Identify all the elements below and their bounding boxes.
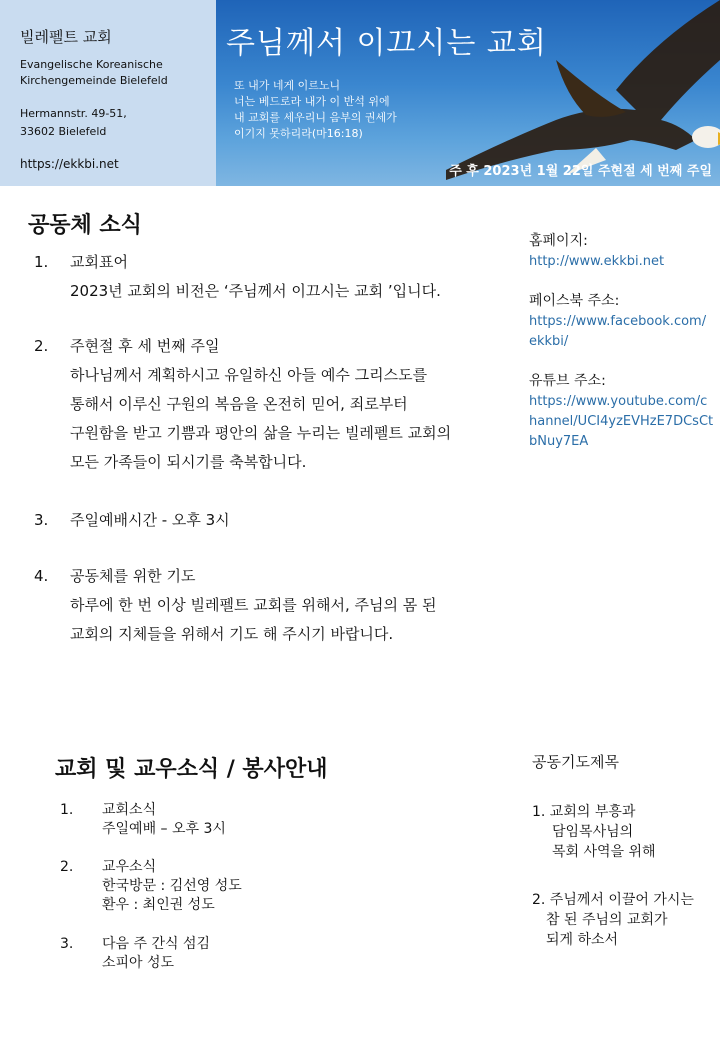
church-news-title: 교회 및 교우소식 / 봉사안내	[55, 757, 328, 782]
facebook-link[interactable]: https://www.facebook.com/ekkbi/	[529, 314, 707, 349]
prayer-topics	[532, 752, 717, 978]
banner	[216, 0, 720, 186]
homepage-label: 홈페이지:	[529, 233, 588, 249]
service-date: 주 후 2023년 1월 22일 주현절 세 번째 주일	[449, 164, 712, 179]
prayer-item-2: 2. 주님께서 이끌어 가시는 참 된 주님의 교회가 되게 하소서	[532, 892, 694, 948]
links-sidebar	[529, 230, 714, 470]
prayer-item-1: 1. 교회의 부흥과 담임목사님의 목회 사역을 위해	[532, 804, 656, 860]
church-subtitle: Evangelische Koreanische Kirchengemeinde Bielefeld	[20, 58, 168, 87]
youtube-link[interactable]: https://www.youtube.com/channel/UCI4yzEVHzE7DCsCtbNuy7EA	[529, 394, 714, 449]
header	[0, 0, 720, 186]
homepage-link[interactable]: http://www.ekkbi.net	[529, 254, 665, 269]
community-news-title: 공동체 소식	[28, 213, 142, 238]
church-name: 빌레펠트 교회	[20, 28, 112, 46]
church-info-panel	[0, 0, 216, 186]
bible-verse: 또 내가 네게 이르노니 너는 베드로라 내가 이 반석 위에 내 교회를 세우리니 음부의 권세가 이기지 못하리라(마16:18)	[234, 79, 397, 140]
church-address: Hermannstr. 49-51, 33602 Bielefeld	[20, 107, 127, 138]
church-website[interactable]: https://ekkbi.net	[20, 157, 119, 171]
facebook-label: 페이스북 주소:	[529, 293, 620, 309]
prayer-title: 공동기도제목	[532, 753, 619, 771]
banner-title: 주님께서 이끄시는 교회	[226, 26, 547, 61]
youtube-label: 유튜브 주소:	[529, 373, 606, 389]
